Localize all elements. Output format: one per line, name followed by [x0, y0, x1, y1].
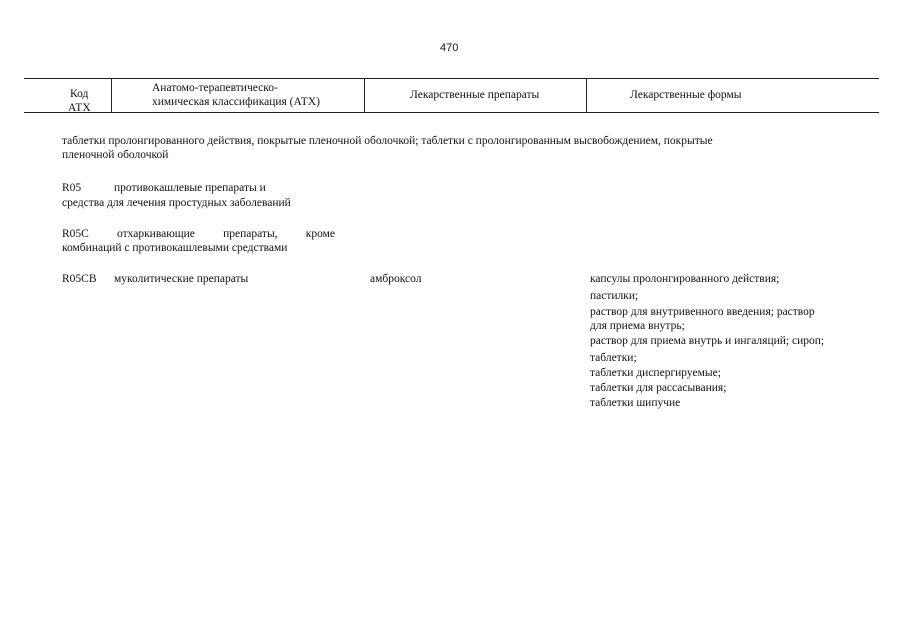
dosage-form-item: таблетки шипучие: [590, 397, 681, 409]
continuation-line-2: пленочной оболочкой: [62, 149, 169, 161]
header-code-label-line1: Код: [70, 88, 89, 100]
header-code-label-line2: АТХ: [68, 102, 91, 114]
dosage-form-item: капсулы пролонгированного действия;: [590, 273, 780, 285]
dosage-form-item: пастилки;: [590, 290, 639, 302]
header-atc-label-line2: химическая классификация (АТХ): [152, 96, 320, 108]
header-divider-3: [586, 78, 587, 112]
atc-class-line-2: средства для лечения простудных заболеваний: [62, 197, 291, 209]
header-divider-2: [364, 78, 365, 112]
dosage-form-item: для приема внутрь;: [590, 320, 685, 332]
header-drugs-label: Лекарственные препараты: [410, 89, 540, 101]
drug-name: амброксол: [370, 273, 422, 285]
header-top-rule: [24, 78, 879, 79]
dosage-form-item: раствор для внутривенного введения; раствор: [590, 306, 815, 318]
header-forms-label: Лекарственные формы: [630, 89, 742, 101]
atc-class-line-1: противокашлевые препараты и: [114, 182, 266, 194]
atc-code: R05CB: [62, 273, 97, 285]
atc-class-line-1: муколитические препараты: [114, 273, 249, 285]
dosage-form-item: раствор для приема внутрь и ингаляций; сироп;: [590, 335, 825, 347]
atc-class-line-1: отхаркивающие препараты, кроме: [117, 228, 335, 240]
atc-class-line-2: комбинаций с противокашлевыми средствами: [62, 242, 288, 254]
dosage-form-item: таблетки диспергируемые;: [590, 367, 721, 379]
header-atc-label-line1: Анатомо-терапевтическо-: [152, 82, 278, 94]
page-number: 470: [440, 42, 459, 54]
dosage-form-item: таблетки;: [590, 352, 637, 364]
dosage-form-item: таблетки для рассасывания;: [590, 382, 727, 394]
header-bottom-rule: [24, 112, 879, 113]
atc-code: R05: [62, 182, 82, 194]
header-divider-1: [111, 78, 112, 112]
continuation-line-1: таблетки пролонгированного действия, покрытые пленочной оболочкой; таблетки с пролонгированным высвобождением, покрытые: [62, 135, 713, 147]
atc-code: R05C: [62, 228, 89, 240]
